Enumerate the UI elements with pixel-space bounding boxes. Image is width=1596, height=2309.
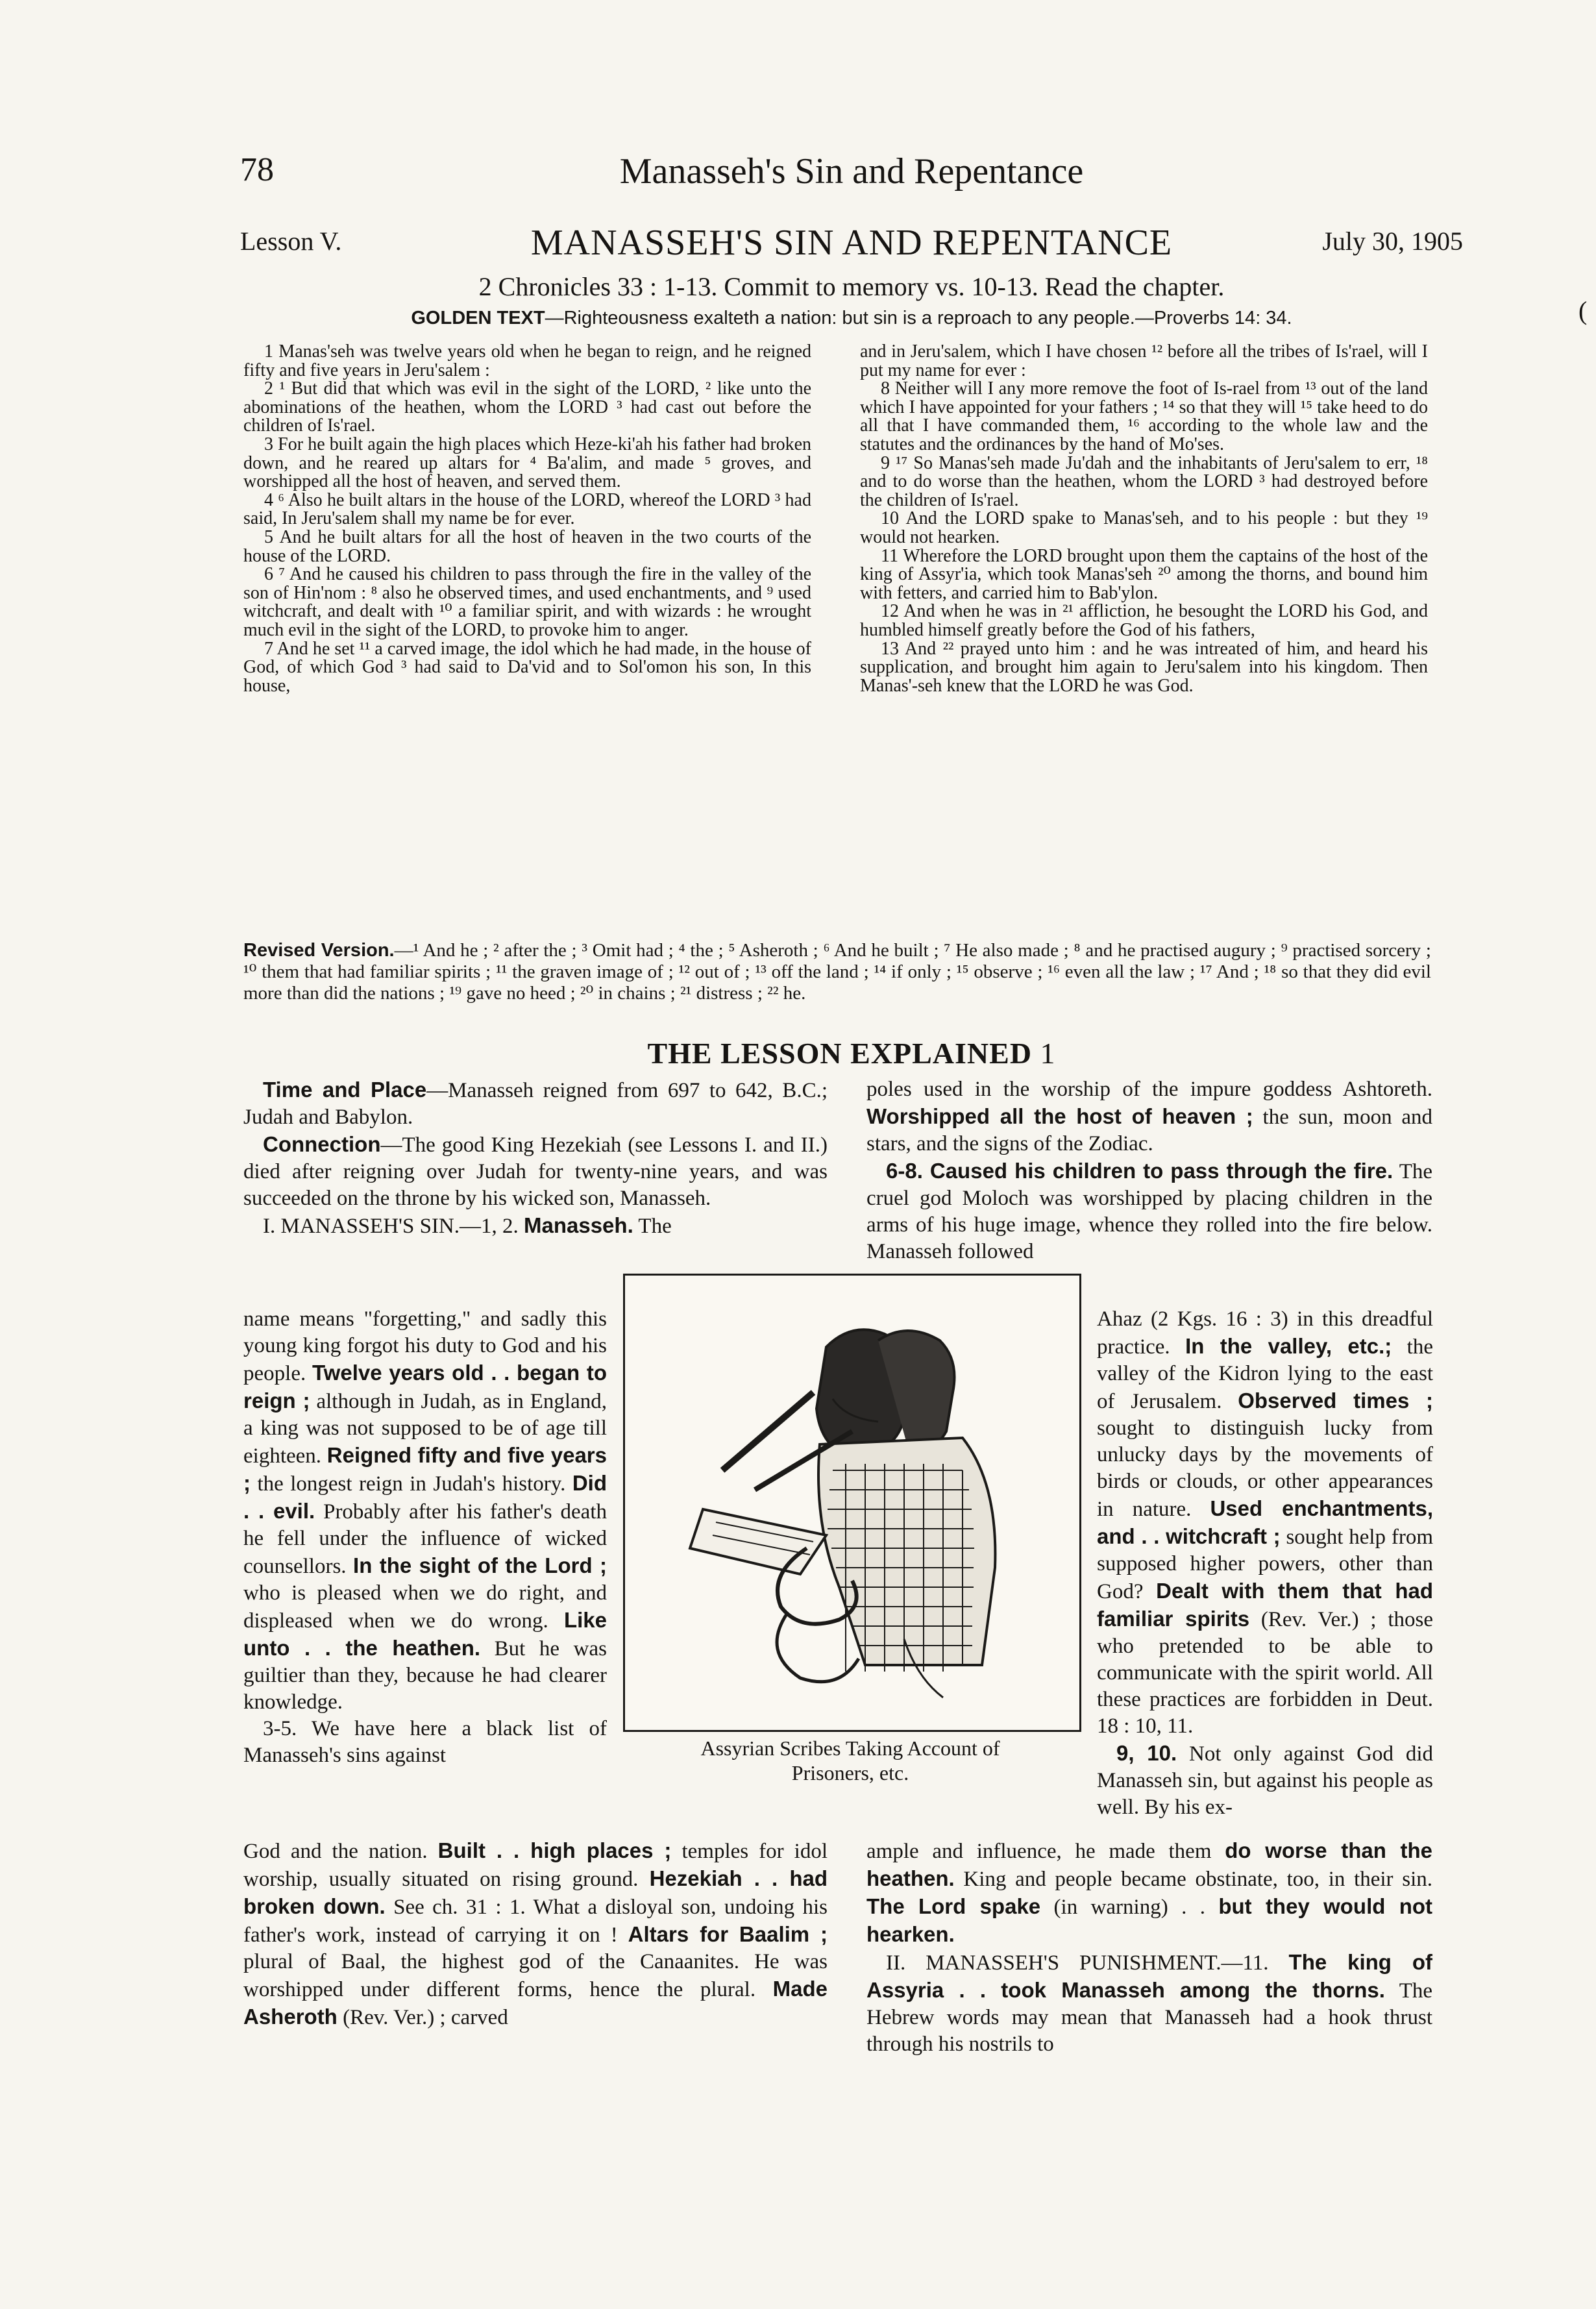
caused-text: The cruel god Moloch was worshipped by placing children in the arms of his huge image, whence they rolled into the fire below. Manasseh followed <box>866 1160 1432 1263</box>
keyword-phrase: Worshipped all the host of heaven ; <box>866 1104 1253 1128</box>
verse: 12 And when he was in ²¹ affliction, he besought the LORD his God, and humbled himself greatly before the God of his fathers, <box>860 601 1428 640</box>
keyword-phrase: Used enchantments, and . . witchcraft ; <box>1097 1496 1434 1548</box>
verse: 7 And he set ¹¹ a carved image, the idol which he had made, in the house of God, of which God ³ had said to Da'vid and to Sol'omon his son, In this house, <box>243 638 811 696</box>
body-text: King and people became obstinate, too, in their sin. <box>954 1868 1432 1891</box>
section-heading-text: THE LESSON EXPLAINED <box>647 1037 1033 1070</box>
caused-label: 6-8. Caused his children to pass through the fire. <box>886 1159 1393 1183</box>
verse: 3 For he built again the high places which Heze-ki'ah his father had broken down, and he reared up altars for ⁴ Ba'alim, and made ⁵ groves, and worshipped all the host of heaven, and served them. <box>243 434 811 492</box>
figure-illustration <box>623 1274 1081 1732</box>
body-text: sought to distinguish lucky from unlucky days by the movements of birds or clouds, or other appearances in nature. <box>1097 1416 1433 1521</box>
running-head <box>240 151 1463 196</box>
keyword-phrase: Altars for Baalim ; <box>628 1922 828 1946</box>
time-text: —Manasseh reigned from 697 to 642, B.C.; Judah and Babylon. <box>243 1079 828 1129</box>
keyword-phrase: Hezekiah . . had broken down. <box>243 1866 828 1918</box>
explanation-top-left <box>243 1076 828 1240</box>
black-list-text: We have here a black list of Manasseh's sins against <box>243 1717 607 1767</box>
scripture-reference: 2 Chronicles 33 : 1-13. Commit to memory vs. 10-13. Read the chapter. <box>478 272 1225 301</box>
verse: 5 And he built altars for all the host of heaven in the two courts of the house of the LORD. <box>243 526 811 566</box>
lesson-number: Lesson V. <box>240 227 342 256</box>
verse: 2 ¹ But did that which was evil in the sight of the LORD, ² like unto the abominations of the heathen, whom the LORD ³ had cast out before the children of Is'rael. <box>243 378 811 436</box>
keyword-phrase: In the valley, etc.; <box>1185 1334 1392 1358</box>
golden-text-label: GOLDEN TEXT <box>411 308 545 328</box>
connection <box>243 1131 828 1212</box>
black-list-label: 3-5. <box>263 1717 297 1740</box>
punishment-text: The Hebrew words may mean that Manasseh had a hook thrust through his nostrils to <box>866 1979 1433 2056</box>
punishment-paragraph <box>866 1949 1432 2058</box>
explanation-bottom-left <box>243 1837 828 2031</box>
keyword-phrase: Like unto . . the heathen. <box>243 1608 607 1660</box>
lesson-line <box>240 222 1463 267</box>
section-heading <box>240 1036 1463 1070</box>
revised-version-text: —¹ And he ; ² after the ; ³ Omit had ; ⁴ the ; ⁵ Asheroth ; ⁶ And he built ; ⁷ He also made ; ⁸ and he practised augury ; ⁹ practised sorcery ; ¹⁰ them that had familiar spirits ; ¹¹ the graven image of ; ¹² out of ; ¹³ off the land ; ¹⁴ if only ; ¹⁵ observe ; ¹⁶ even all the law ; ¹⁷ And ; ¹⁸ so that they did evil more than did the nations ; ¹⁹ gave no heed ; ²⁰ in chains ; ²¹ distress ; ²² he. <box>243 940 1431 1004</box>
body-text: But he was guiltier than they, because he had clearer knowledge. <box>243 1637 607 1714</box>
connection-text: —The good King Hezekiah (see Lessons I. and II.) died after reigning over Judah for twenty-nine years, and was succeeded on the throne by his wicked son, Manasseh. <box>243 1133 828 1210</box>
body-text: poles used in the worship of the impure goddess Ashtoreth. <box>866 1078 1432 1101</box>
asheroth-paragraph <box>866 1076 1432 1157</box>
verse: 1 Manas'seh was twelve years old when he began to reign, and he reigned fifty and five years in Jeru'salem : <box>243 341 811 380</box>
caption-line-1: Assyrian Scribes Taking Account of <box>700 1736 1000 1760</box>
body-text: temples for idol worship, usually situated on rising ground. <box>243 1840 828 1891</box>
body-text: name means "forgetting," and sadly this young king forgot his duty to God and his people. <box>243 1307 607 1385</box>
body-text: although in Judah, as in England, a king was not supposed to be of age till eighteen. <box>243 1390 607 1468</box>
keyword-phrase: Built . . high places ; <box>437 1838 672 1862</box>
body-text: Probably after his father's death he fell under the influence of wicked counsellors. <box>243 1500 607 1578</box>
section-heading-mark: 1 <box>1040 1037 1056 1070</box>
connection-label: Connection <box>263 1132 381 1156</box>
keyword-phrase: but they would not hearken. <box>866 1894 1433 1946</box>
verses-right-column <box>860 343 1428 695</box>
sins-list-paragraph <box>243 1837 828 2031</box>
keyword-phrase: Twelve years old . . began to reign ; <box>243 1361 607 1413</box>
verse: 9 ¹⁷ So Manas'seh made Ju'dah and the inhabitants of Jeru'salem to err, ¹⁸ and to do worse than the heathen, whom the LORD ³ had destroyed before the children of Is'rael. <box>860 452 1428 510</box>
verse: 10 And the LORD spake to Manas'seh, and to his people : but they ¹⁹ would not hearken. <box>860 508 1428 547</box>
punishment-keyword: The king of Assyria . . took Manasseh among the thorns. <box>866 1950 1432 2002</box>
sin-paragraph <box>243 1306 607 1716</box>
nine-ten-text: Not only against God did Manasseh sin, but against his people as well. By his ex- <box>1097 1742 1433 1819</box>
explanation-top-right <box>866 1076 1432 1265</box>
verse: 11 Wherefore the LORD brought upon them the captains of the host of the king of Assyr'ia, which took Manas'seh ²⁰ among the thorns, and bound him with fetters, and carried him to Bab'ylon. <box>860 545 1428 603</box>
punishment-heading: II. MANASSEH'S PUNISHMENT.—11. <box>886 1951 1269 1975</box>
body-text: God and the nation. <box>243 1840 438 1863</box>
black-list-paragraph <box>243 1716 607 1769</box>
body-text: the sun, moon and stars, and the signs of the Zodiac. <box>866 1105 1432 1155</box>
body-text: sought help from supposed higher powers, other than God? <box>1097 1525 1433 1603</box>
practices-paragraph <box>1097 1306 1433 1740</box>
revised-version-notes <box>243 940 1431 1004</box>
keyword-phrase: Reigned fifty and five years ; <box>243 1443 607 1495</box>
sin-intro: The <box>638 1215 672 1238</box>
sin-keyword: Manasseh. <box>524 1213 633 1237</box>
body-text: ample and influence, he made them <box>866 1840 1225 1863</box>
keyword-phrase: Dealt with them that had familiar spirits <box>1097 1579 1434 1631</box>
sin-heading-line <box>243 1212 828 1240</box>
body-text: plural of Baal, the highest god of the Canaanites. He was worshipped under different forms, hence the plural. <box>243 1950 828 2001</box>
running-title: Manasseh's Sin and Repentance <box>619 151 1084 191</box>
keyword-phrase: Observed times ; <box>1238 1389 1433 1413</box>
revised-version-label: Revised Version. <box>243 940 395 961</box>
golden-text-body: —Righteousness exalteth a nation: but sin is a reproach to any people.—Proverbs 14: 34. <box>545 308 1292 328</box>
keyword-phrase: In the sight of the Lord ; <box>353 1553 607 1577</box>
body-text: who is pleased when we do right, and displeased when we do wrong. <box>243 1581 607 1633</box>
body-text: (Rev. Ver.) ; carved <box>337 2006 508 2029</box>
body-text: (Rev. Ver.) ; those who pretended to be able to communicate with the spirit world. All these practices are forbidden in Deut. 18 : 10, 11. <box>1097 1608 1433 1738</box>
caption-line-2: Prisoners, etc. <box>791 1761 909 1784</box>
margin-mark: ( <box>1578 296 1588 325</box>
verse: 13 And ²² prayed unto him : and he was intreated of him, and heard his supplication, and brought him again to Jeru'salem into his kingdom. Then Manas'-seh knew that the LORD he was God. <box>860 638 1428 696</box>
figure-caption <box>623 1736 1077 1785</box>
body-text: the valley of the Kidron lying to the east of Jerusalem. <box>1097 1335 1433 1413</box>
lesson-title: MANASSEH'S SIN AND REPENTANCE <box>530 223 1173 263</box>
keyword-phrase: The Lord spake <box>866 1894 1041 1918</box>
verse: 4 ⁶ Also he built altars in the house of the LORD, whereof the LORD ³ had said, In Jeru'salem shall my name be for ever. <box>243 489 811 529</box>
explanation-narrow-right <box>1097 1306 1433 1821</box>
body-text: the longest reign in Judah's history. <box>251 1472 572 1496</box>
example-paragraph <box>866 1837 1432 1949</box>
verse: 8 Neither will I any more remove the foot of Is-rael from ¹³ out of the land which I have appointed for your fathers ; ¹⁴ so that they will ¹⁵ take heed to do all that I have commanded them, ¹⁶ according to the whole law and the statutes and the ordinances by the hand of Mo'ses. <box>860 378 1428 454</box>
golden-text <box>240 308 1463 329</box>
keyword-phrase: Made Asheroth <box>243 1977 828 2029</box>
time-and-place <box>243 1076 828 1131</box>
body-text: (in warning) . . <box>1040 1895 1219 1919</box>
sin-heading: I. MANASSEH'S SIN.—1, 2. <box>263 1215 519 1238</box>
nine-ten-label: 9, 10. <box>1116 1741 1177 1765</box>
verse: 6 ⁷ And he caused his children to pass through the fire in the valley of the son of Hin'nom : ⁸ also he observed times, and used enchantments, and ⁹ used witchcraft, and dealt with ¹⁰ a familiar spirit, and with wizards : he wrought much evil in the sight of the LORD, to provoke him to anger. <box>243 564 811 640</box>
assyrian-scribes-icon <box>625 1276 1079 1730</box>
page-number: 78 <box>240 151 274 188</box>
body-text: Ahaz (2 Kgs. 16 : 3) in this dreadful practice. <box>1097 1307 1433 1359</box>
nine-ten-paragraph <box>1097 1740 1433 1821</box>
keyword-phrase: do worse than the heathen. <box>866 1838 1433 1890</box>
explanation-bottom-right <box>866 1837 1432 2058</box>
lesson-date: July 30, 1905 <box>1322 227 1463 256</box>
body-text: See ch. 31 : 1. What a disloyal son, undoing his father's work, instead of carrying it on ! <box>243 1895 828 1947</box>
time-label: Time and Place <box>263 1078 427 1102</box>
explanation-narrow-left <box>243 1306 607 1769</box>
keyword-phrase: Did . . evil. <box>243 1471 607 1523</box>
verses-left-column <box>243 343 811 695</box>
verse: and in Jeru'salem, which I have chosen ¹² before all the tribes of Is'rael, will I put my name for ever : <box>860 341 1428 380</box>
caused-paragraph <box>866 1157 1432 1265</box>
